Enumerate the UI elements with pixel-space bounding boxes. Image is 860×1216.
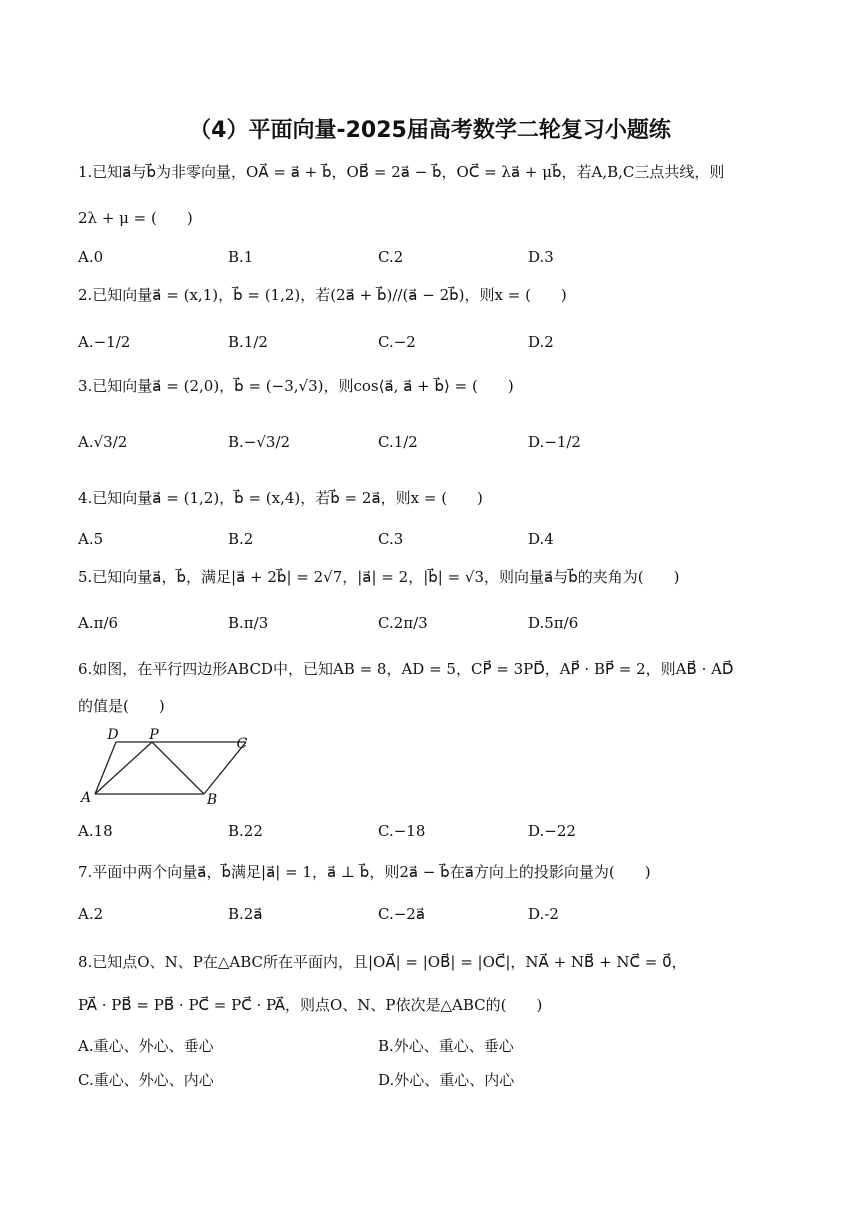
question-7-option-b: B.2a⃗ bbox=[228, 905, 263, 923]
segment-bp bbox=[152, 742, 204, 794]
label-c: C bbox=[236, 736, 248, 752]
question-6-option-b: B.22 bbox=[228, 822, 263, 840]
question-8-stem: 8.已知点O、N、P在△ABC所在平面内，且|OA⃗| = |OB⃗| = |OC⃗|，NA⃗ + NB⃗ + NC⃗ = 0⃗， bbox=[78, 953, 687, 971]
question-8-option-a: A.重心、外心、垂心 bbox=[78, 1037, 214, 1055]
question-1-option-b: B.1 bbox=[228, 248, 254, 266]
question-6-stem-cont: 的值是( ) bbox=[78, 697, 165, 715]
question-8-option-c: C.重心、外心、内心 bbox=[78, 1071, 214, 1089]
page-title: （4）平面向量-2025届高考数学二轮复习小题练 bbox=[189, 118, 671, 143]
question-3-option-c: C.1/2 bbox=[378, 433, 418, 451]
question-1-option-c: C.2 bbox=[378, 248, 404, 266]
question-5-option-d: D.5π/6 bbox=[528, 614, 579, 632]
parallelogram-figure bbox=[78, 726, 258, 808]
segment-ap bbox=[95, 742, 152, 794]
question-4-option-d: D.4 bbox=[528, 530, 554, 548]
question-4-option-c: C.3 bbox=[378, 530, 404, 548]
question-6-option-d: D.−22 bbox=[528, 822, 576, 840]
question-8-option-d: D.外心、重心、内心 bbox=[378, 1071, 515, 1089]
question-1-option-a: A.0 bbox=[78, 248, 104, 266]
edge-ad bbox=[95, 742, 116, 794]
question-5-option-c: C.2π/3 bbox=[378, 614, 428, 632]
question-7-option-d: D.-2 bbox=[528, 905, 559, 923]
question-3-stem: 3.已知向量a⃗ = (2,0)，b⃗ = (−3,√3)，则cos⟨a⃗, a⃗ + b⃗⟩ = ( ) bbox=[78, 377, 514, 395]
question-2-stem: 2.已知向量a⃗ = (x,1)，b⃗ = (1,2)，若(2a⃗ + b⃗)//(a⃗ − 2b⃗)，则x = ( ) bbox=[78, 286, 567, 304]
question-4-option-a: A.5 bbox=[78, 530, 104, 548]
question-4-stem: 4.已知向量a⃗ = (1,2)，b⃗ = (x,4)，若b⃗ = 2a⃗，则x = ( ) bbox=[78, 489, 483, 507]
question-6-option-a: A.18 bbox=[78, 822, 113, 840]
label-a: A bbox=[80, 790, 92, 806]
question-3-option-b: B.−√3/2 bbox=[228, 433, 291, 451]
question-1-stem-cont: 2λ + μ = ( ) bbox=[78, 209, 193, 227]
question-2-option-c: C.−2 bbox=[378, 333, 416, 351]
question-7-option-c: C.−2a⃗ bbox=[378, 905, 426, 923]
label-d: D bbox=[107, 727, 119, 743]
question-8-option-b: B.外心、重心、垂心 bbox=[378, 1037, 514, 1055]
question-1-stem: 1.已知a⃗与b⃗为非零向量，OA⃗ = a⃗ + b⃗，OB⃗ = 2a⃗ − b⃗，OC⃗ = λa⃗ + μb⃗，若A,B,C三点共线，则 bbox=[78, 163, 725, 181]
question-5-option-b: B.π/3 bbox=[228, 614, 269, 632]
label-b: B bbox=[206, 792, 218, 808]
question-1-option-d: D.3 bbox=[528, 248, 554, 266]
question-3-option-a: A.√3/2 bbox=[78, 433, 128, 451]
question-4-option-b: B.2 bbox=[228, 530, 254, 548]
question-7-stem: 7.平面中两个向量a⃗，b⃗满足|a⃗| = 1，a⃗ ⊥ b⃗，则2a⃗ − b⃗在a⃗方向上的投影向量为( ) bbox=[78, 863, 651, 881]
question-3-option-d: D.−1/2 bbox=[528, 433, 581, 451]
question-7-option-a: A.2 bbox=[78, 905, 104, 923]
label-p: P bbox=[149, 727, 159, 743]
question-2-option-b: B.1/2 bbox=[228, 333, 268, 351]
question-2-option-d: D.2 bbox=[528, 333, 554, 351]
question-5-stem: 5.已知向量a⃗，b⃗，满足|a⃗ + 2b⃗| = 2√7，|a⃗| = 2，|b⃗| = √3，则向量a⃗与b⃗的夹角为( ) bbox=[78, 568, 680, 586]
question-8-stem-cont: PA⃗ · PB⃗ = PB⃗ · PC⃗ = PC⃗ · PA⃗，则点O、N、P依次是△ABC的( ) bbox=[78, 996, 543, 1014]
question-6-option-c: C.−18 bbox=[378, 822, 426, 840]
question-6-stem: 6.如图，在平行四边形ABCD中，已知AB = 8，AD = 5，CP⃗ = 3PD⃗，AP⃗ · BP⃗ = 2，则AB⃗ · AD⃗ bbox=[78, 660, 734, 678]
question-2-option-a: A.−1/2 bbox=[78, 333, 131, 351]
question-5-option-a: A.π/6 bbox=[78, 614, 119, 632]
